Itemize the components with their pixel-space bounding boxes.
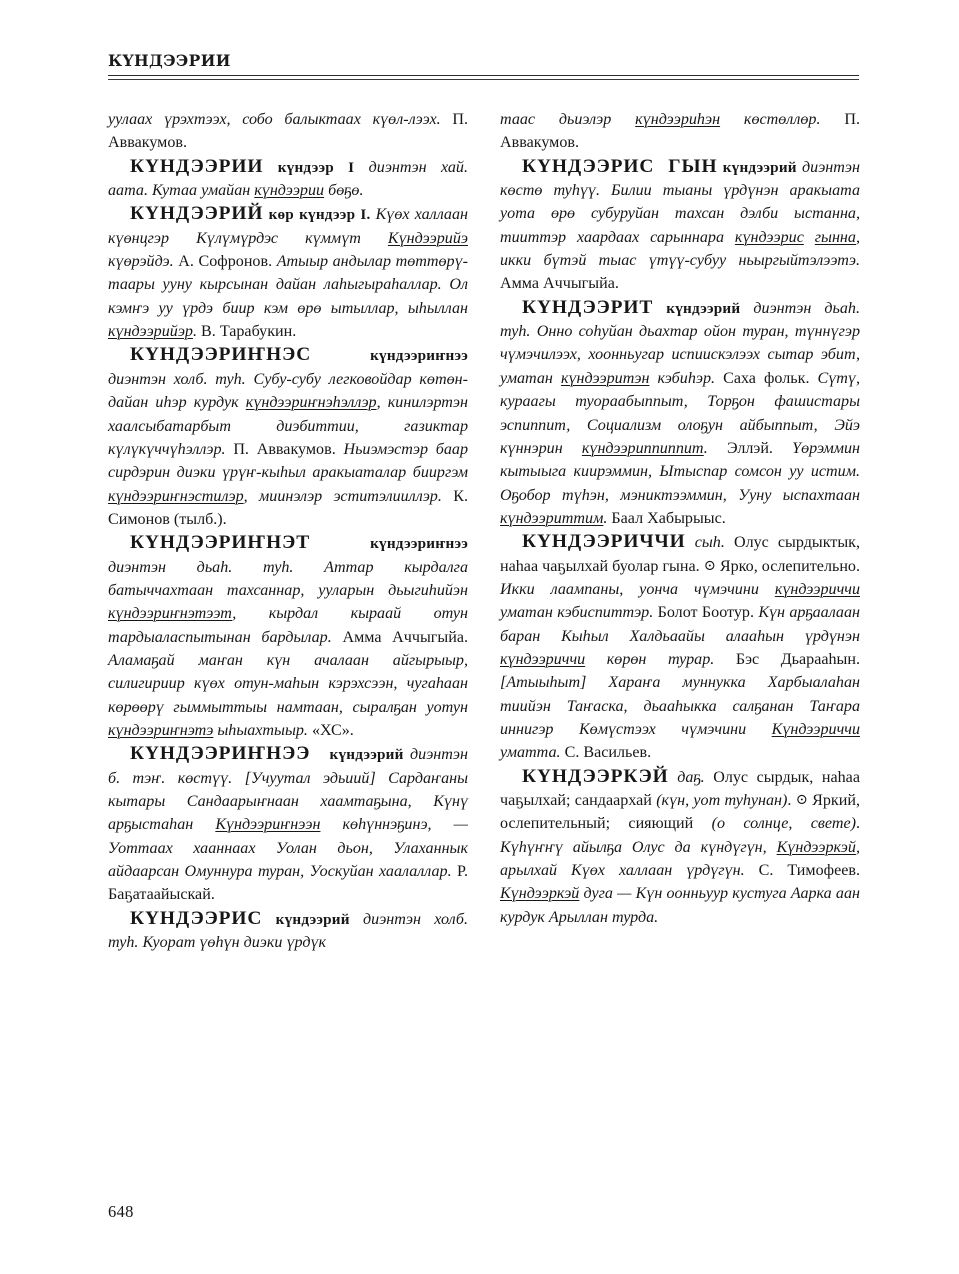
cited-form: күндээрис (734, 228, 804, 246)
running-head: КҮНДЭЭРИИ (108, 51, 231, 70)
entry-kundeeringnes: КҮНДЭЭРИҤНЭС күндээриҥнээ диэнтэн холб. туһ. Субу-субу легковойдар көтөн-дайан иһэр курдук күндээриҥнэһэллэр, кинилэртэн хаалсыбатарбыт диэбиттии, газиктар күлүкүччүһэллэр. П. Аввакумов. Ньиэмэстэр баар сирдэрин диэки үрүҥ-кыһыл аракыаталар бииргэм күндээриҥнэстилэр, миинэлэр эститэлииллэр. К. Симонов (тылб.). (108, 344, 469, 528)
russian-gloss: Ярко, ослепительно. (719, 557, 861, 575)
lemma: КҮНДЭЭРИС (130, 907, 263, 929)
cited-form: Күндээрийэ (387, 229, 468, 247)
bullet-icon: ⊙ (703, 557, 716, 574)
entry-kundeerii: КҮНДЭЭРИИ күндээр I диэнтэн хай. аата. Кутаа умайан күндээрии бөҕө. (108, 155, 468, 200)
lemma: КҮНДЭЭРИЧЧИ (522, 531, 686, 553)
headword-ref: күндээр I (277, 158, 355, 176)
header-rule-thick (108, 75, 859, 76)
cited-form: Күндээриччи (771, 720, 860, 738)
lemma: КҮНДЭЭРИИ (130, 155, 264, 177)
header-rule-thin (108, 79, 859, 80)
entry-kundeeris: КҮНДЭЭРИС күндээрий диэнтэн холб. туһ. Куорат үөһүн диэки үрдүк (108, 907, 469, 952)
cited-form: күндээритэн (560, 369, 650, 387)
entry-kundeeringnet: КҮНДЭЭРИҤНЭТ күндээриҥнээ диэнтэн дьаһ. туһ. Аттар кырдалга батыччахтаан тахсаннар, ууларын дьыгиһийэн күндээриҥнэтээт, кырдал кыраай отун тардыаласпытынан бардылар. Амма Аччыгыйа. Аламаҕай маҥан күн ачалаан айгырыыр, силигириир күөх отун-маһын кэрэхсээн, чугаһаан көрөөрү гыммыттыы намтаан, сыралҕан уотун күндээриҥнэтэ ыһыахтыыр. «ХС». (108, 532, 468, 739)
entry-kundeerii-adj: КҮНДЭЭРИЙ көр күндээр I. Күөх халлаан күөнцгэр Күлүмүрдэс күммүт Күндээрийэ күөрэйдэ. А. Софронов. Атыыр андылар төттөрү-таары ууну кырсынан дайан лаһыгыраһаллар. Ол кэмҥэ уу үрдэ биир кэм өрө ытыллар, ыһыллан күндээрийэр. В. Тарабукин. (108, 203, 469, 341)
lemma: КҮНДЭЭРИҤНЭЭ (130, 743, 311, 765)
cited-form: күндээриҥнэстилэр (108, 487, 244, 505)
text-columns (108, 108, 859, 954)
cited-form: күндээрии (254, 182, 325, 200)
headword-ref: күндээриҥнээ (370, 347, 468, 365)
entry-kundeerkey: КҮНДЭЭРКЭЙ даҕ. Олус сырдык, наһаа чаҕылхай; сандаархай (күн, уот туһунан). ⊙ Яркий, ослепительный; сияющий (о солнце, свете). Күһүҥҥү айылҕа Олус да күндүгүн, Күндээркэй, арылхай Күөх халлаан үрдүгүн. С. Тимофеев. Күндээркэй дуга — Күн оонньуур кустуга Аарка аан курдук Арыллан турда. (500, 765, 860, 926)
headword-ref: күндээрий (329, 746, 404, 764)
cited-form: күндээриччи (774, 580, 860, 598)
lemma: КҮНДЭЭРИҤНЭС (130, 344, 312, 366)
russian-gloss: Яркий, ослепительный; сияющий (500, 792, 860, 833)
lemma: КҮНДЭЭРКЭЙ (522, 765, 669, 787)
column-right (500, 108, 860, 954)
entry-kundeeris-gyn: КҮНДЭЭРИС ГЫН күндээрий диэнтэн көстө туһүү. Билии тыаны үрдүнэн аракыата уота өрө субуруйан тахсан дэлби ыстанна, тииттэр хаардаах сарыннара күндээрис гынна, икки бүтэй тыас үтүү-субуу ньыргыйтэлээтэ. Амма Аччыгыйа. (500, 155, 860, 293)
page-number: 648 (108, 1202, 134, 1221)
lemma: КҮНДЭЭРИҤНЭТ (130, 532, 311, 554)
lemma: КҮНДЭЭРИЙ (130, 203, 264, 225)
cited-form: күндээриҥнэһэллэр (245, 394, 377, 412)
cited-form: гынна (814, 228, 856, 246)
headword-ref: күндээриҥнээ (370, 535, 468, 553)
entry-kundeerichchi: КҮНДЭЭРИЧЧИ сыһ. Олус сырдыктык, наһаа чаҕылхай буолар гына. ⊙ Ярко, ослепительно. Икки лаампаны, уонча чүмэчини күндээриччи уматан кэбиспиттэр. Болот Боотур. Күн арҕаалаан баран Кыһыл Халдьаайы алааһын үрдүнэн күндээриччи көрөн турар. Бэс Дьарааһын. [Атыыһыт] Хараҥа муннукка Харбыалаһан тиийэн Таҥаска, дьааһыкка салҕанан Таҥара иннигэр Көмүстээх чүмэчини Күндээриччи уматта. С. Васильев. (500, 531, 861, 762)
cited-form: күндээриһэн (635, 111, 721, 129)
cited-form: Күндээркэй (500, 885, 580, 903)
cited-form: күндээриттим (500, 509, 604, 527)
cited-form: күндээрийэр (108, 323, 193, 341)
paragraph-continuation: таас дьиэлэр күндээриһэн көстөллөр. П. Аввакумов. (500, 111, 860, 152)
lemma: КҮНДЭЭРИТ (522, 296, 654, 318)
headword-ref: даҕ. (677, 768, 705, 786)
column-left (108, 108, 468, 954)
cited-form: Күндээриҥнээн (215, 816, 321, 834)
headword-ref: күндээрий (275, 910, 350, 928)
cited-form: күндээриппиппит (581, 439, 704, 457)
entry-kundeeringnee: КҮНДЭЭРИҤНЭЭ күндээрий диэнтэн б. тэҥ. көстүү. [Учуутал эдьиий] Сардаҥаны кытары Сандаарыҥнаан хаамтаҕына, Күнү арҕыстаһан Күндээриҥнээн көһүннэҕинэ, — Уоттаах хааннаах Уолан дьон, Улаханнык айдаарсан Омуннура туран, Уоскуйан хаалаллар. Р. Баҕатаайыскай. (108, 743, 468, 904)
cited-form: күндээриччи (500, 650, 586, 668)
bullet-icon: ⊙ (795, 792, 808, 809)
entry-kundeerit: КҮНДЭЭРИТ күндээрий диэнтэн дьаһ. туһ. Онно соһуйан дьахтар ойон туран, түннүгэр чүмэчилээх, хоонньугар испиискэлээх сытар эбит, уматан күндээритэн кэбиһэр. Саха фольк. Сүтү, кураагы туораабыппыт, Торҕон фашистары эспиппит, Социализм олоҕун айбыппыт, Эйэ күннэрин күндээриппиппит. Эллэй. Үөрэммин кытыыга киирэммин, Ытыспар сомсон уу истим. Оҕобор түһэн, мэниктээммин, Ууну ыспахтаан күндээриттим. Баал Хабырыыс. (500, 296, 861, 527)
lemma: КҮНДЭЭРИС ГЫН (522, 155, 718, 177)
headword-ref: күндээрий (666, 299, 741, 317)
headword-ref: көр күндээр I. (268, 206, 371, 224)
cited-form: Күндээркэй (776, 838, 856, 856)
paragraph-continuation: уулаах үрэхтээх, собо балыктаах күөл-лээх. П. Аввакумов. (108, 111, 468, 152)
headword-ref: күндээрий (722, 158, 797, 176)
cited-form: күндээриҥнэтээт (108, 605, 233, 623)
headword-ref: сыһ. (694, 534, 725, 552)
cited-form: күндээриҥнэтэ (108, 721, 214, 739)
